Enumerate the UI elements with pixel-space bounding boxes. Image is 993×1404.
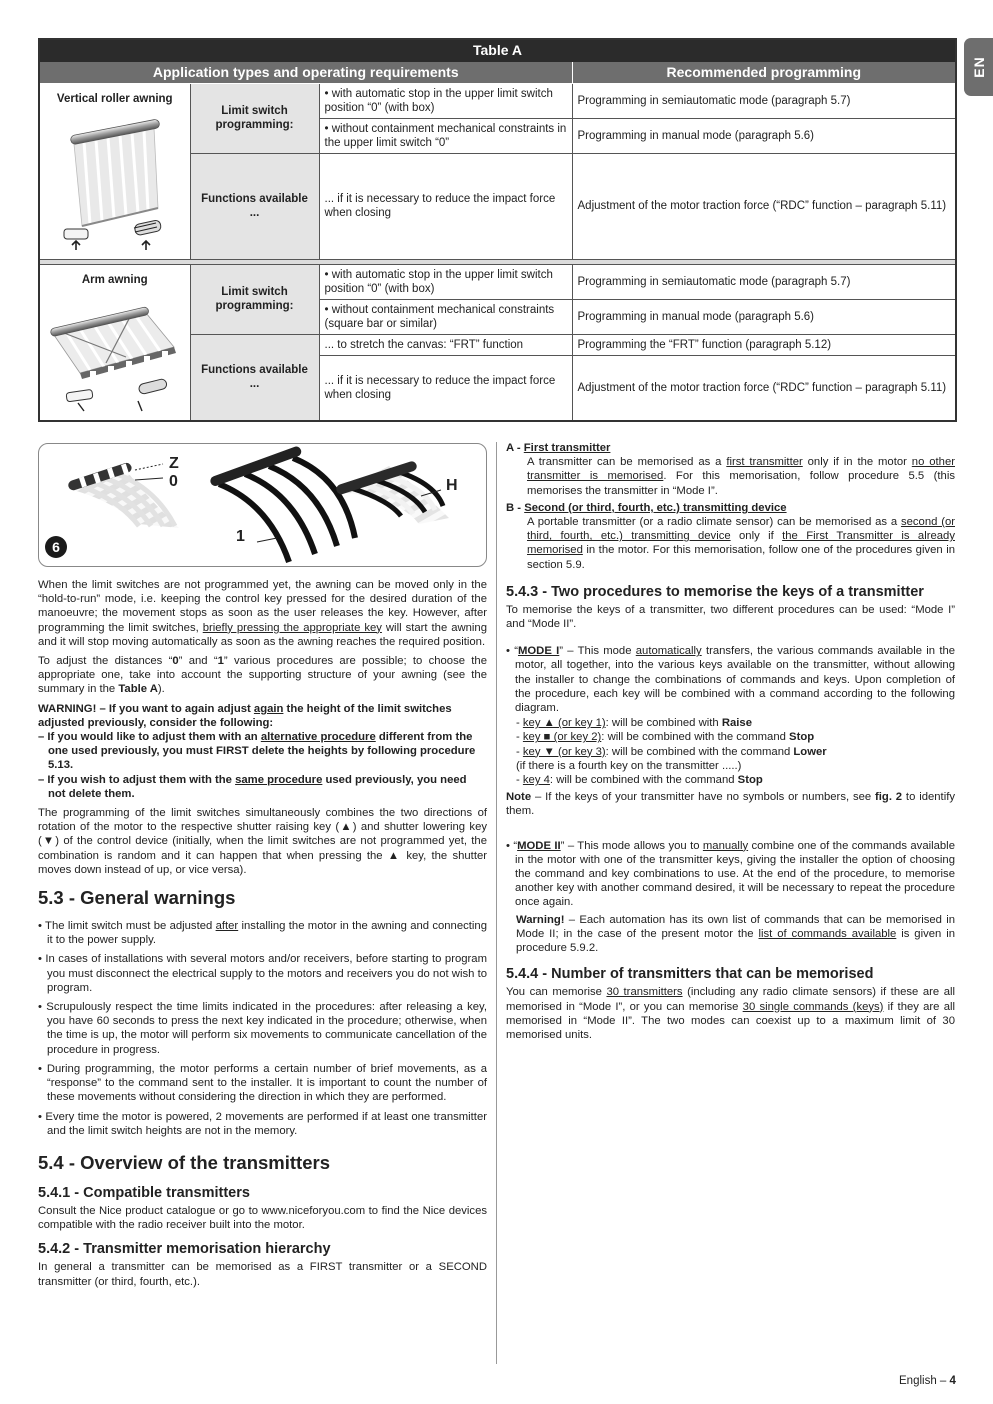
- label-1: 1: [236, 528, 245, 545]
- vertical-awning-illustration: [46, 116, 184, 251]
- mode-i-description: • “MODE I” – This mode automatically transfers, the various commands available in the motor, all together, into the various keys available on the transmitter, without allowing the installer to change the combinations of commands and keys. Upon completion of the procedure, each key will be combined with a command according to the following diagram.: [506, 645, 956, 715]
- label-h: H: [446, 477, 458, 494]
- paragraph-hierarchy: In general a transmitter can be memorised as a FIRST transmitter or a SECOND transmitter (or third, fourth, etc.).: [38, 1261, 487, 1288]
- paragraph-hold-to-run: When the limit switches are not programmed yet, the awning can be moved only in the “hold-to-run” mode, i.e. keeping the control key pressed for the desired duration of the manoeuvre; the movement stops as soon as the user releases the key. However, after programming the limit switches, briefly pressing the appropriate key will start the awning and it will stop moving automatically as soon as the awning reaches the required position.: [38, 579, 488, 648]
- vertical-req-3: ... if it is necessary to reduce the impact force when closing: [319, 153, 572, 259]
- left-column: [38, 578, 487, 1294]
- vertical-prog-2: Programming in manual mode (paragraph 5.6): [572, 118, 956, 153]
- arm-functions-label: Functions available ...: [190, 334, 319, 421]
- warning-mode-ii: Warning! – Each automation has its own list of commands that can be memorised in Mode II; in the case of the present motor the list of commands available is given in procedure 5.9.2.: [516, 913, 955, 955]
- vertical-awning-name: Vertical roller awning: [56, 92, 173, 105]
- column-divider: [496, 442, 497, 1364]
- item-b-text: A portable transmitter (or a radio climate sensor) can be memorised as a second (or third, fourth, etc.) transmitting device only if the First Transmitter is already memorised in the motor. For this memorisation, follow one of the procedures given in section 5.9.: [527, 516, 955, 571]
- bullet-adjust-after: • The limit switch must be adjusted after installing the motor in the awning and connecting it to the power supply.: [38, 920, 487, 947]
- awning-positions-illustration: [39, 444, 488, 568]
- figure-number: 6: [45, 536, 67, 558]
- paragraph-adjust-distances: To adjust the distances “0” and “1” various procedures are possible; to choose the appropriate one, take into account the supporting structure of your awning (see the summary in the Table A).: [38, 655, 487, 696]
- key-3-line: - key ▼ (or key 3): will be combined with the command Lower: [516, 745, 827, 758]
- table-title: Table A: [39, 39, 956, 61]
- heading-5-4: 5.4 - Overview of the transmitters: [38, 1151, 330, 1173]
- page-number: 4: [949, 1375, 956, 1387]
- heading-5-4-3: 5.4.3 - Two procedures to memorise the keys of a transmitter: [506, 583, 924, 600]
- table-a: [38, 38, 957, 422]
- paragraph-number-transmitters: You can memorise 30 transmitters (including any radio climate sensors) if these are all memorised in “Mode I”, or you can memorise 30 single commands (keys) if they are all memorised in “Mode II”. The two modes can coexist up to a maximum limit of 30 memorised units.: [506, 986, 955, 1041]
- vertical-req-1: • with automatic stop in the upper limit switch position “0” (with box): [319, 83, 572, 118]
- vertical-limit-switch-label: Limit switch programming:: [190, 83, 319, 153]
- label-z: Z: [169, 455, 179, 472]
- arm-req-3: ... to stretch the canvas: “FRT” function: [319, 334, 572, 355]
- arm-prog-1: Programming in semiautomatic mode (paragraph 5.7): [572, 264, 956, 299]
- bullet-powered: • Every time the motor is powered, 2 movements are performed if at least one transmitter and the limit switch heights are not in the memory.: [38, 1110, 487, 1137]
- arm-prog-3: Programming the “FRT” function (paragraph 5.12): [572, 334, 956, 355]
- paragraph-rotation: The programming of the limit switches simultaneously combines the two directions of rotation of the motor to the respective shutter raising key (▲) and shutter lowering key (▼) of the control device (initially, when the limit switches are not programmed yet, the combination is random and it can happen that when pressing the ▲ key, the shutter moves down instead of up, or vice versa).: [38, 807, 487, 876]
- right-column: [506, 441, 955, 1047]
- warning-item-2: – If you wish to adjust them with the same procedure used previously, you need not delete them.: [38, 773, 467, 800]
- note-paragraph: Note – If the keys of your transmitter have no symbols or numbers, see fig. 2 to identify them.: [506, 791, 955, 818]
- heading-5-4-1: 5.4.1 - Compatible transmitters: [38, 1184, 250, 1201]
- heading-5-4-2: 5.4.2 - Transmitter memorisation hierarchy: [38, 1241, 331, 1258]
- arm-req-4: ... if it is necessary to reduce the impact force when closing: [319, 355, 572, 421]
- bullet-time-limits: • Scrupulously respect the time limits indicated in the procedures: after releasing a key, you have 60 seconds to press the next key indicated in the procedure; otherwise, when the time is up, the motor will perform six movements to communicate cancellation of the procedure in progress.: [38, 1001, 487, 1056]
- warning-intro: WARNING! – If you want to again adjust again the height of the limit switches adjusted previously, consider the following:: [38, 702, 452, 729]
- table-header-applications: Application types and operating requirements: [39, 61, 572, 83]
- key-note: (if there is a fourth key on the transmitter .....): [516, 759, 742, 772]
- figure-6: [38, 443, 487, 567]
- language-label: EN: [970, 56, 987, 78]
- heading-5-3: 5.3 - General warnings: [38, 887, 236, 909]
- language-tab: [964, 38, 993, 96]
- arm-prog-2: Programming in manual mode (paragraph 5.6): [572, 299, 956, 334]
- arm-prog-4: Adjustment of the motor traction force (“RDC” function – paragraph 5.11): [572, 355, 956, 421]
- vertical-prog-3: Adjustment of the motor traction force (“RDC” function – paragraph 5.11): [572, 153, 956, 259]
- label-0: 0: [169, 473, 178, 490]
- paragraph-compatible: Consult the Nice product catalogue or go to www.niceforyou.com to find the Nice devices compatible with the radio receiver built into the motor.: [38, 1204, 487, 1232]
- vertical-prog-1: Programming in semiautomatic mode (paragraph 5.7): [572, 83, 956, 118]
- warning-item-1: – If you would like to adjust them with an alternative procedure different from the one used previously, you must FIRST delete the heights by following procedure 5.13.: [38, 731, 476, 772]
- heading-5-4-4: 5.4.4 - Number of transmitters that can be memorised: [506, 966, 874, 983]
- vertical-req-2: • without containment mechanical constraints in the upper limit switch “0”: [319, 118, 572, 153]
- item-b-title: B - Second (or third, fourth, etc.) transmitting device: [506, 501, 787, 514]
- mode-ii-description: • “MODE II” – This mode allows you to manually combine one of the commands available in the motor with one of the transmitter keys, giving the installer the option of choosing the command and key combinations to use. At the end of the procedure, to memorise another key with another command desired, it will be necessary to repeat the procedure once again.: [506, 839, 955, 909]
- arm-awning-name: Arm awning: [81, 273, 148, 286]
- bullet-several-motors: • In cases of installations with several motors and/or receivers, before starting to program you must disconnect the electrical supply to the motors and receivers you do not wish to program.: [38, 953, 487, 994]
- bullet-brief-movements: • During programming, the motor performs a certain number of brief movements, as a “response” to the command sent to the installer. It is important to count the number of these movements without considering the direction in which they are performed.: [38, 1062, 487, 1104]
- vertical-awning-cell: [39, 83, 190, 259]
- item-a-text: A transmitter can be memorised as a first transmitter only if in the motor no other transmitter is memorised. For this memorisation, follow procedure 5.5 (this memorises the transmitter in “Mode I”.: [527, 456, 955, 497]
- key-1-line: - key ▲ (or key 1): will be combined with Raise: [516, 717, 752, 730]
- arm-req-1: • with automatic stop in the upper limit switch position “0” (with box): [319, 264, 572, 299]
- key-4-line: - key 4: will be combined with the command Stop: [516, 774, 763, 787]
- warning-block: [38, 702, 487, 801]
- page-footer: English – 4: [899, 1375, 956, 1387]
- item-a-title: A - First transmitter: [506, 442, 611, 454]
- table-header-programming: Recommended programming: [572, 61, 956, 83]
- arm-limit-switch-label: Limit switch programming:: [190, 264, 319, 334]
- vertical-functions-label: Functions available ...: [190, 153, 319, 259]
- key-2-line: - key ■ (or key 2): will be combined with the command Stop: [516, 731, 815, 744]
- arm-req-2: • without containment mechanical constraints (square bar or similar): [319, 299, 572, 334]
- arm-awning-cell: [39, 264, 190, 421]
- arm-awning-illustration: [46, 295, 184, 415]
- paragraph-two-procedures: To memorise the keys of a transmitter, two different procedures can be used: “Mode I” and “Mode II”.: [506, 603, 955, 631]
